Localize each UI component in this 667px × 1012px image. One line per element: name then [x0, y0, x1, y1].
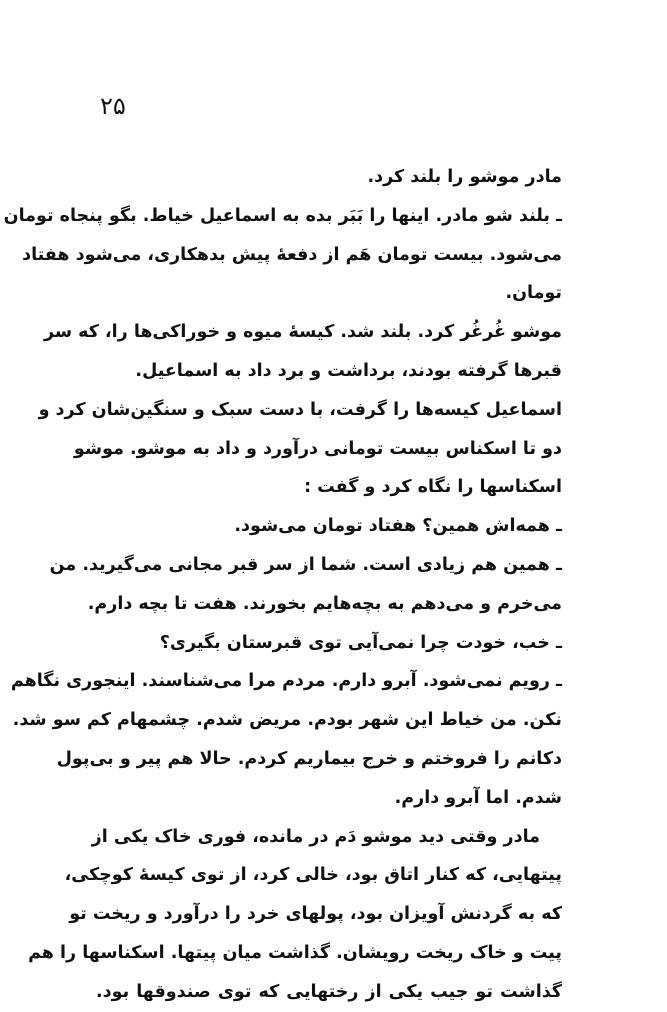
- text-line: پیتهایی، که کنار اتاق بود، خالی کرد، از توی کیسهٔ کوچکی،: [64, 865, 562, 886]
- text-line: موشو غُرغُر کرد. بلند شد. کیسهٔ میوه و خوراکی‌ها را، که سر: [43, 322, 562, 343]
- text-line: ـ بلند شو مادر. اینها را بَبَر بده به اسماعیل خیاط. بگو پنجاه تومان: [3, 205, 562, 226]
- text-line: دو تا اسکناس بیست تومانی درآورد و داد به موشو. موشو: [73, 438, 562, 459]
- text-line: ـ همه‌اش همین؟ هفتاد تومان می‌شود.: [234, 516, 562, 537]
- text-line: قبرها گرفته بودند، برداشت و برد داد به اسماعیل.: [135, 360, 562, 381]
- text-line: اسماعیل کیسه‌ها را گرفت، با دست سبک و سنگین‌شان کرد و: [38, 399, 562, 420]
- text-line: مادر وقتی دید موشو دَم در مانده، فوری خاک یکی از: [91, 826, 540, 847]
- text-line: مادر موشو را بلند کرد.: [367, 167, 562, 187]
- text-line: می‌شود. بیست تومان هَم از دفعهٔ پیش بدهکاری، می‌شود هفتاد: [22, 244, 562, 265]
- text-line: گذاشت تو جیب یکی از رختهایی که توی صندوقها بود.: [96, 981, 562, 1002]
- text-line: شدم. اما آبرو دارم.: [394, 787, 562, 808]
- text-line: نکن. من خیاط این شهر بودم. مریض شدم. چشمهام کم سو شد.: [12, 710, 562, 731]
- text-line: ـ رویم نمی‌شود. آبرو دارم. مردم مرا می‌شناسند. اینجوری نگاهم: [10, 671, 562, 692]
- text-line: ـ همین هم زیادی است. شما از سر قبر مجانی می‌گیرید. من: [49, 554, 562, 575]
- body-text: [3, 158, 562, 1012]
- text-line: می‌خرم و می‌دهم به بچه‌هایم بخورند. هفت تا بچه دارم.: [87, 593, 562, 614]
- text-line: تومان.: [505, 283, 562, 304]
- page-number: ۲۵: [100, 92, 126, 120]
- text-line: دکانم را فروختم و خرج بیماریم کردم. حالا هم پیر و بی‌پول: [56, 748, 562, 769]
- text-line: اسکناسها را نگاه کرد و گفت :: [304, 477, 562, 498]
- text-line: پیت و خاک ریخت رویشان. گذاشت میان پیتها. اسکناسها را هم: [28, 942, 562, 963]
- text-line: که به گردنش آویزان بود، پولهای خرد را درآورد و ریخت تو: [69, 904, 562, 925]
- text-line: ـ خب، خودت چرا نمی‌آیی توی قبرستان بگیری؟: [159, 632, 562, 653]
